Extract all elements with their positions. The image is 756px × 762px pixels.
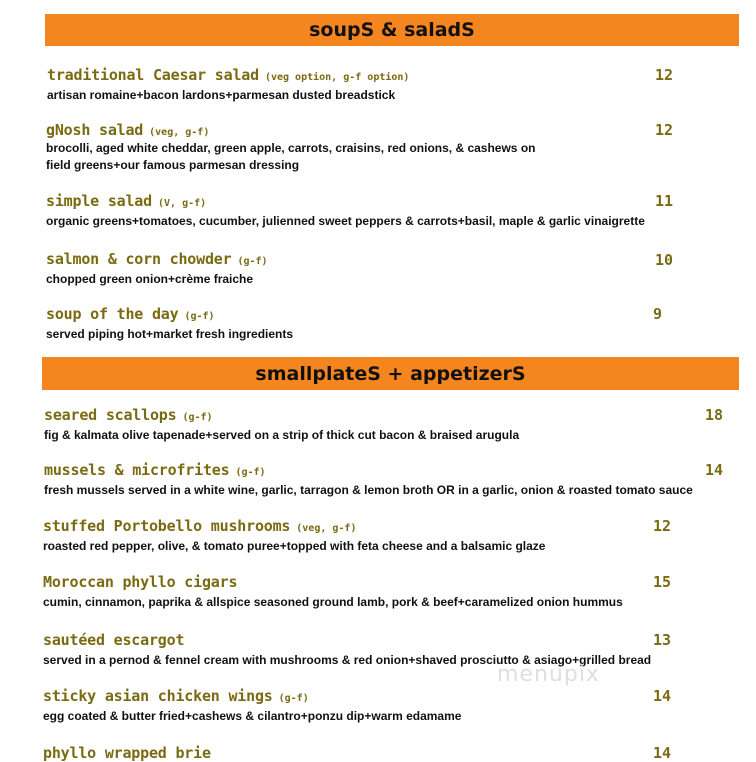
item-tag: (g-f) (182, 412, 213, 423)
item-price: 12 (653, 517, 672, 535)
item-description: fig & kalmata olive tapenade+served on a strip of thick cut bacon & braised arugula (44, 428, 520, 442)
item-name: mussels & microfrites (g-f) (44, 461, 266, 479)
item-tag: (veg option, g-f option) (264, 72, 410, 83)
item-name: traditional Caesar salad (veg option, g-f option) (47, 66, 410, 84)
item-name: salmon & corn chowder (g-f) (46, 250, 268, 268)
item-description: chopped green onion+crème fraiche (46, 272, 254, 286)
item-name: sautéed escargot (43, 631, 185, 649)
item-name: sticky asian chicken wings (g-f) (43, 687, 309, 705)
item-name: phyllo wrapped brie (43, 744, 211, 762)
item-tag: (veg, g-f) (296, 523, 357, 534)
item-price: 14 (653, 744, 672, 762)
item-price: 11 (655, 192, 674, 210)
item-description: cumin, cinnamon, paprika & allspice seasoned ground lamb, pork & beef+caramelized onion hummus (43, 595, 623, 609)
item-tag: (veg, g-f) (149, 127, 210, 138)
item-name: Moroccan phyllo cigars (43, 573, 238, 591)
item-name: gNosh salad (veg, g-f) (46, 121, 210, 139)
item-description: organic greens+tomatoes, cucumber, julienned sweet peppers & carrots+basil, maple & garlic vinaigrette (46, 214, 645, 228)
item-name: stuffed Portobello mushrooms (veg, g-f) (43, 517, 357, 535)
item-tag: (g-f) (235, 467, 266, 478)
item-tag: (g-f) (278, 693, 309, 704)
item-description: brocolli, aged white cheddar, green apple, carrots, craisins, red onions, & cashews on (46, 141, 536, 155)
item-description: served piping hot+market fresh ingredients (46, 327, 294, 341)
item-price: 14 (653, 687, 672, 705)
watermark: menupix (497, 662, 600, 687)
item-description: roasted red pepper, olive, & tomato puree+topped with feta cheese and a balsamic glaze (43, 539, 546, 553)
item-tag: (g-f) (237, 256, 268, 267)
item-description: field greens+our famous parmesan dressing (46, 158, 300, 172)
item-price: 15 (653, 573, 672, 591)
item-name: soup of the day (g-f) (46, 305, 215, 323)
item-tag: (g-f) (184, 311, 215, 322)
section-header-smallplates: smallplateS + appetizerS (42, 357, 739, 390)
item-description: served in a pernod & fennel cream with mushrooms & red onion+shaved prosciutto & asiago+grilled bread (43, 653, 652, 667)
item-price: 14 (705, 461, 724, 479)
item-name: seared scallops (g-f) (44, 406, 213, 424)
item-price: 9 (653, 305, 663, 323)
item-description: egg coated & butter fried+cashews & cilantro+ponzu dip+warm edamame (43, 709, 462, 723)
section-header-soups-salads: soupS & saladS (45, 14, 739, 46)
item-price: 13 (653, 631, 672, 649)
item-price: 12 (655, 66, 674, 84)
item-price: 12 (655, 121, 674, 139)
item-name: simple salad (V, g-f) (46, 192, 207, 210)
item-tag: (V, g-f) (157, 198, 207, 209)
item-description: fresh mussels served in a white wine, garlic, tarragon & lemon broth OR in a garlic, onion & roasted tomato sauce (44, 483, 693, 497)
item-price: 10 (655, 251, 674, 269)
item-description: artisan romaine+bacon lardons+parmesan dusted breadstick (47, 88, 396, 102)
item-price: 18 (705, 406, 724, 424)
